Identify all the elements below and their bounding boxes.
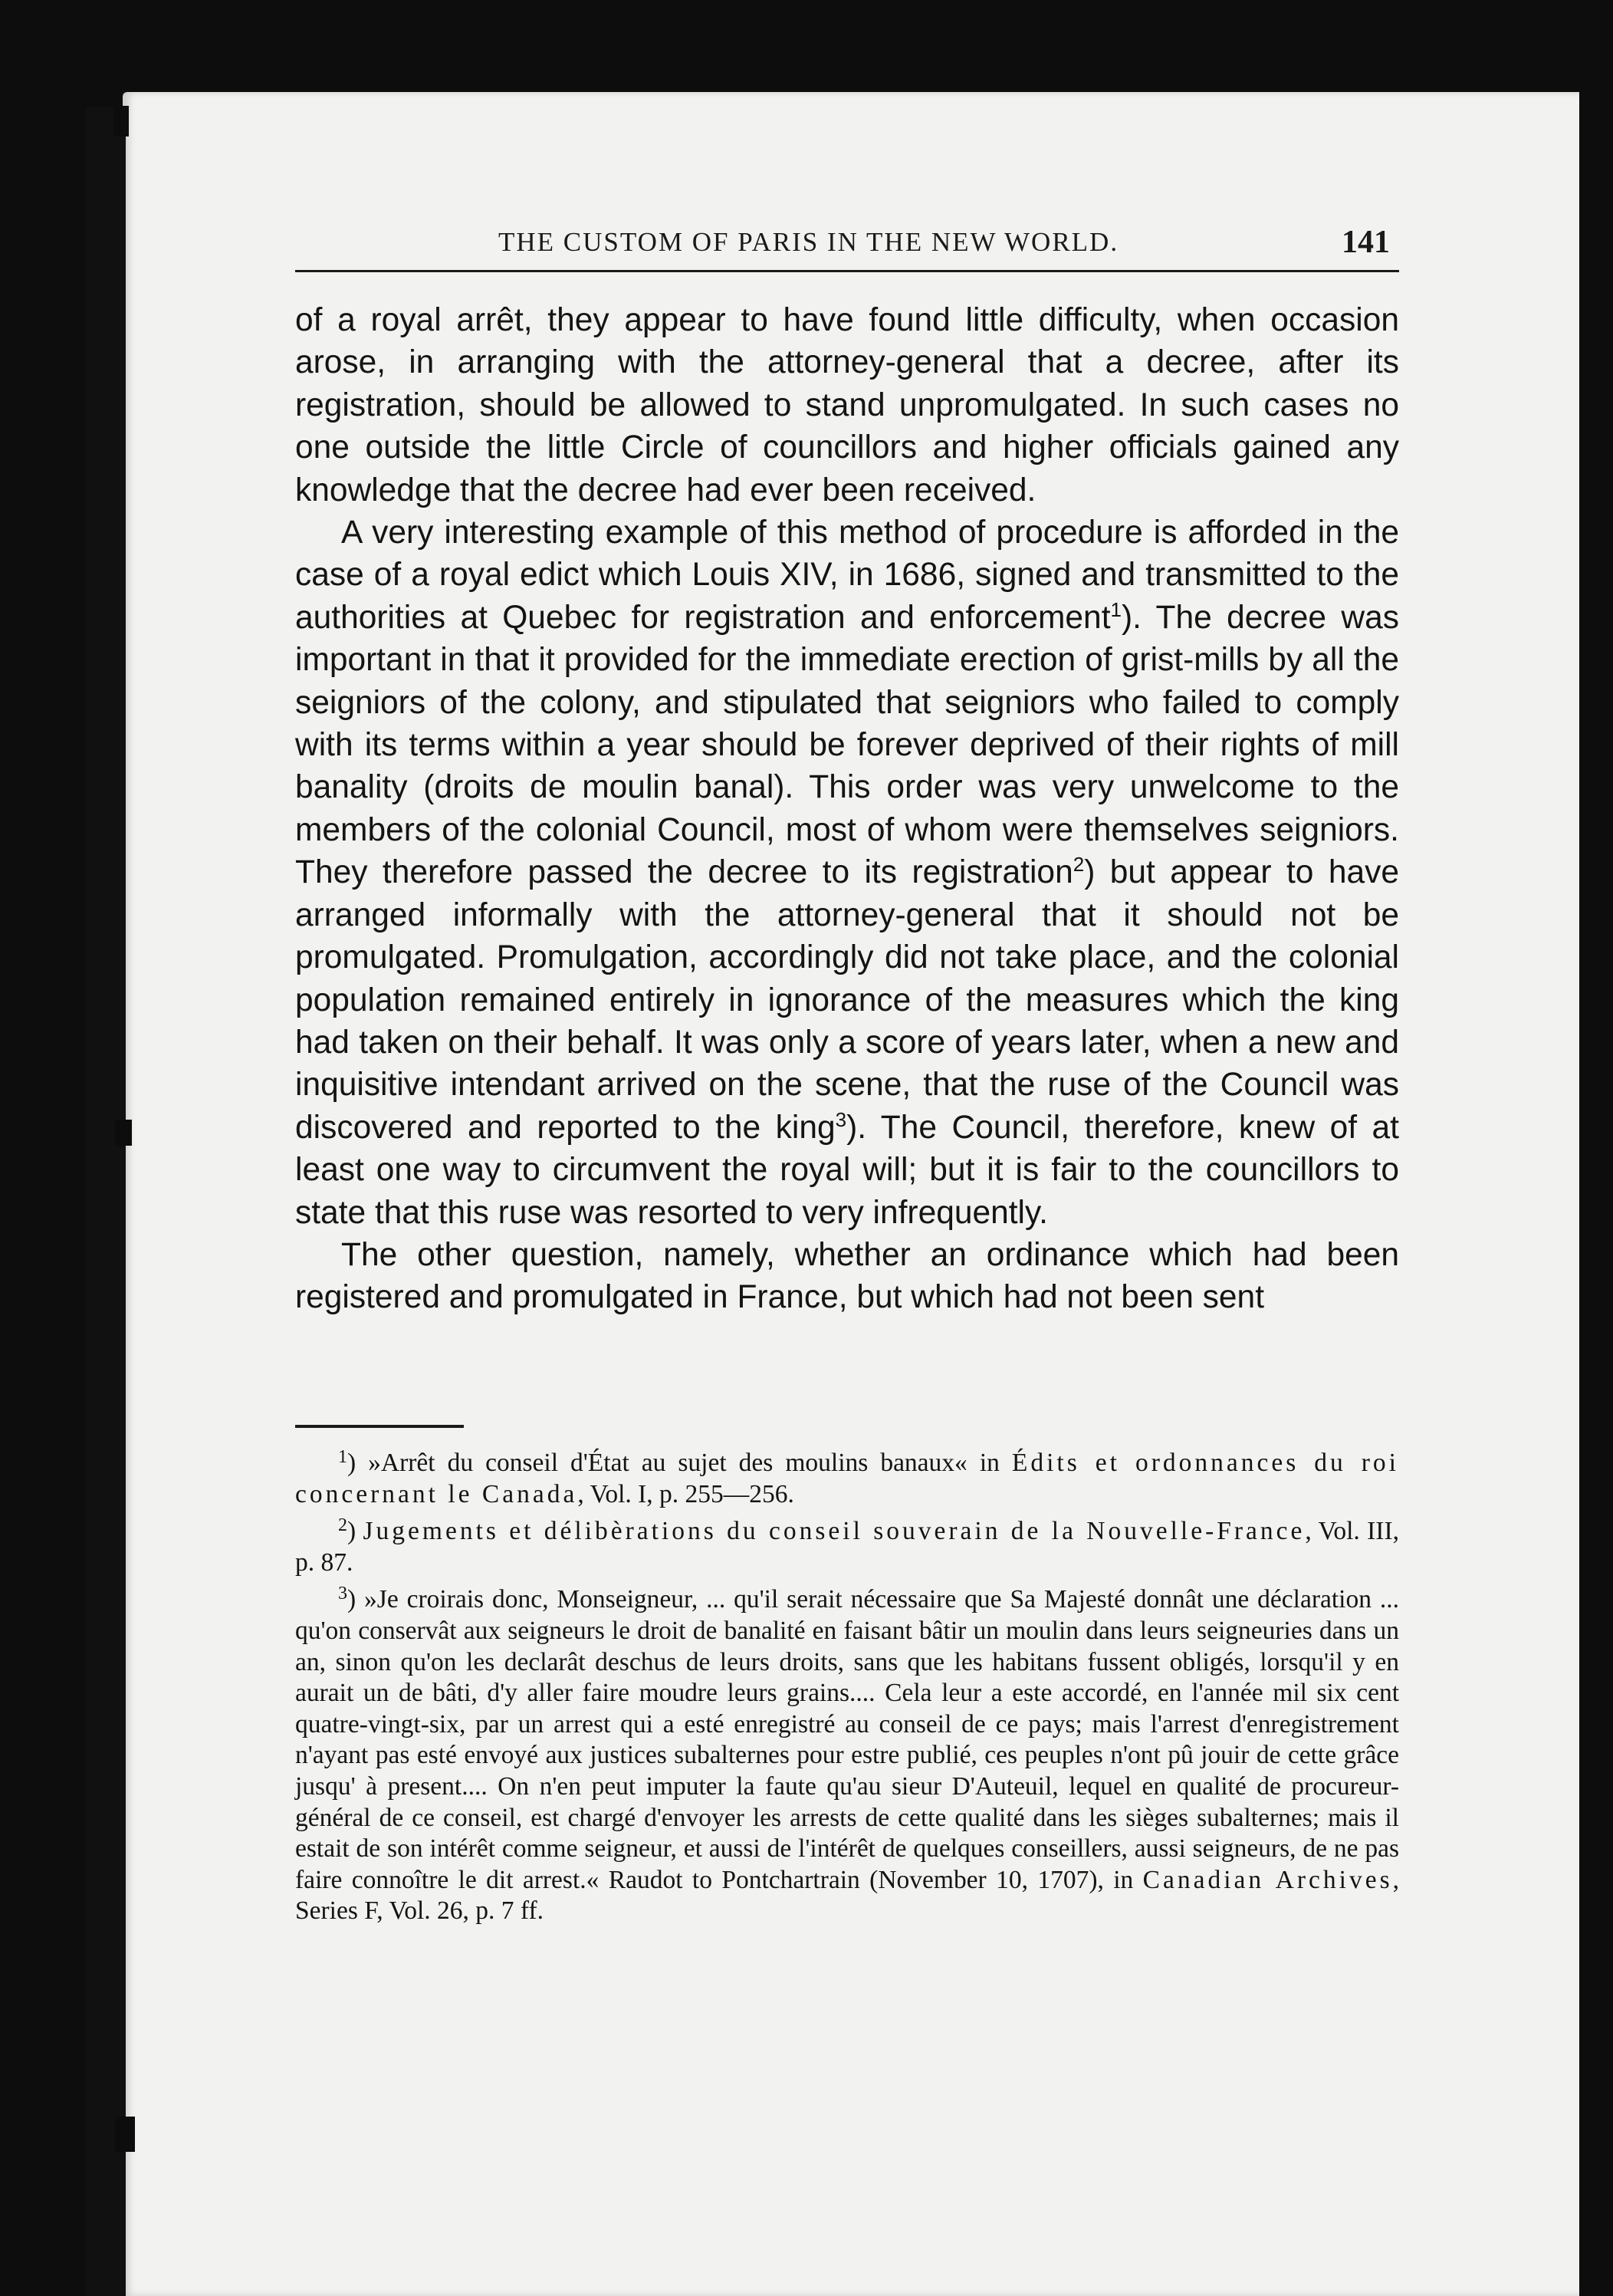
footnote-3 bbox=[295, 1584, 1399, 1927]
footnotes bbox=[295, 1448, 1399, 1933]
running-head: THE CUSTOM OF PARIS IN THE NEW WORLD. bbox=[498, 227, 1119, 257]
footnote-1-mark: 1 bbox=[338, 1447, 347, 1467]
paragraph-2-part-a: A very interesting example of this method of procedure is afforded in the case of a royal edict which Louis XIV, in 1686, signed and transmitted to the authorities at Quebec for registration and enforcement bbox=[295, 515, 1399, 636]
footnote-1-title: Édits et ordonnances du roi concernant le Canada bbox=[295, 1449, 1399, 1508]
page-number: 141 bbox=[1342, 225, 1390, 260]
binding-notch-bottom bbox=[115, 2117, 135, 2152]
binding-notch-top bbox=[113, 106, 129, 137]
footnote-3-title: Canadian Archives bbox=[1142, 1865, 1393, 1894]
footnote-3-part-a: ) »Je croirais donc, Monseigneur, ... qu'il serait nécessaire que Sa Majesté donnât une déclaration ... qu'on conservât aux seigneurs le droit de banalité en faisant bâtir un moulin dans leurs seigneuries dans un an, sinon qu'on les declarât deschus de leurs droits, sans que les habitans fussent obligés, lorsqu'il y en aurait un de bâti, d'y aller faire moudre leurs grains.... Cela leur a este accordé, en l'année mil six cent quatre-vingt-six, par un arrest qui a esté enregistré au conseil de ce pays; mais l'arrest d'enregistrement n'ayant pas esté envoyé aux justices subalternes pour estre publié, ces peuples n'ont pû jouir de cette grâce jusqu' à present.... On n'en peut imputer la faute qu'au sieur D'Auteuil, lequel en qualité de procureur-général de ce conseil, est chargé d'envoyer les arrests de cette qualité dans les sièges subalternes; mais il estait de son intérêt comme seigneur, et aussi de l'intérêt de quelques conseillers, aussi seigneurs, de ne pas faire connoître le dit arrest.« Raudot to Pontchartrain (November 10, 1707), in bbox=[295, 1585, 1399, 1894]
footnote-2-part-b: , Vol. III, p. 87. bbox=[295, 1517, 1399, 1577]
paragraph-3-text: The other question, namely, whether an ordinance which had been registered and promulgated in France, but which had not been sent bbox=[295, 1236, 1399, 1316]
paragraph-3 bbox=[295, 1234, 1399, 1319]
footnote-1-part-b: , Vol. I, p. 255—256. bbox=[577, 1479, 794, 1508]
footnote-ref-1: 1 bbox=[1110, 597, 1122, 621]
footnote-3-mark: 3 bbox=[338, 1584, 347, 1604]
footnote-2-part-a: ) bbox=[347, 1517, 363, 1546]
footnote-ref-3: 3 bbox=[835, 1107, 847, 1131]
paragraph-1 bbox=[295, 299, 1399, 512]
footnote-ref-2: 2 bbox=[1073, 853, 1085, 877]
footnote-1 bbox=[295, 1448, 1399, 1510]
footnote-2 bbox=[295, 1516, 1399, 1578]
footnote-2-title: Jugements et délibèrations du conseil souverain de la Nouvelle-France bbox=[363, 1517, 1306, 1546]
binding-edge bbox=[86, 107, 126, 2296]
paragraph-2-part-c: ) but appear to have arranged informally with the attorney-general that it should not be promulgated. Promulgation, accordingly did not take place, and the colonial population remained entirely in ignorance of the measures which the king had taken on their behalf. It was only a score of years later, when a new and inquisitive intendant arrived on the scene, that the ruse of the Council was discovered and reported to the king bbox=[295, 854, 1399, 1146]
paragraph-1-text: of a royal arrêt, they appear to have found little difficulty, when occasion arose, in arranging with the attorney-general that a decree, after its registration, should be allowed to stand unpromulgated. In such cases no one outside the little Circle of councillors and higher officials gained any knowledge that the decree had ever been received. bbox=[295, 302, 1399, 508]
body-text bbox=[295, 299, 1399, 1319]
paragraph-2 bbox=[295, 512, 1399, 1234]
footnote-1-part-a: ) »Arrêt du conseil d'État au sujet des moulins banaux« in bbox=[347, 1449, 1012, 1477]
footnote-3-part-b: , Series F, Vol. 26, p. 7 ff. bbox=[295, 1865, 1399, 1926]
page-header bbox=[295, 222, 1399, 272]
paragraph-2-part-d: ). The Council, therefore, knew of at least one way to circumvent the royal will; but it is fair to the councillors to state that this ruse was resorted to very infrequently. bbox=[295, 1109, 1399, 1231]
footnote-2-mark: 2 bbox=[338, 1515, 347, 1536]
paragraph-2-part-b: ). The decree was important in that it provided for the immediate erection of grist-mills by all the seigniors of the colony, and stipulated that seigniors who failed to comply with its terms within a year should be forever deprived of their rights of mill banality (droits de moulin banal). This order was very unwelcome to the members of the colonial Council, most of whom were themselves seigniors. They therefore passed the decree to its registration bbox=[295, 599, 1399, 891]
footnote-rule bbox=[295, 1425, 464, 1428]
binding-notch-middle bbox=[115, 1120, 132, 1146]
